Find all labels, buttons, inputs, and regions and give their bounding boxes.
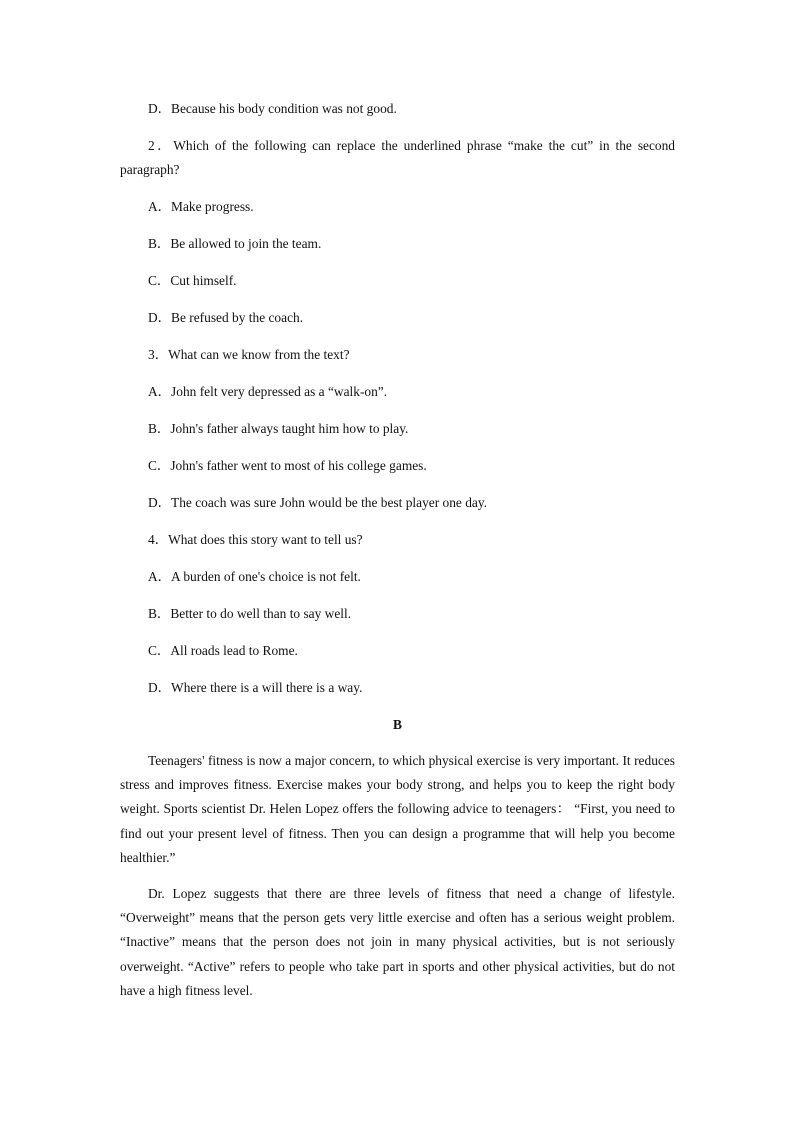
- question-3: 3．What can we know from the text?: [148, 347, 350, 362]
- q4-option-b: B．Better to do well than to say well.: [148, 606, 352, 621]
- q4-option-a: A．A burden of one's choice is not felt.: [148, 569, 361, 584]
- q4-option-c: C．All roads lead to Rome.: [148, 643, 298, 658]
- document-page: [120, 97, 675, 1015]
- passage-b-paragraph-1: Teenagers' fitness is now a major concern, to which physical exercise is very important. It reduces stress and improves fitness. Exercise makes your body strong, and helps you to keep the right body weight. Sports scientist Dr. Helen Lopez offers the following advice to teenagers： “First, you need to find out your present level of fitness. Then you can design a programme that will help you become healthier.”: [120, 753, 675, 865]
- q2-option-b: B．Be allowed to join the team.: [148, 236, 322, 251]
- q4-option-d: D．Where there is a will there is a way.: [148, 680, 363, 695]
- q2-option-a: A．Make progress.: [148, 199, 254, 214]
- question-4: 4．What does this story want to tell us?: [148, 532, 363, 547]
- passage-b-paragraph-2: Dr. Lopez suggests that there are three levels of fitness that need a change of lifestyle. “Overweight” means that the person gets very little exercise and often has a serious weight problem. “Inactive” means that the person does not join in many physical activities, but is not seriously overweight. “Active” refers to people who take part in sports and other physical activities, but do not have a high fitness level.: [120, 886, 675, 998]
- q3-option-d: D．The coach was sure John would be the best player one day.: [148, 495, 488, 510]
- q1-option-d: D．Because his body condition was not good.: [148, 101, 397, 116]
- q3-option-a: A．John felt very depressed as a “walk-on”.: [148, 384, 388, 399]
- section-heading-b: B: [393, 717, 402, 732]
- question-2: 2．Which of the following can replace the underlined phrase “make the cut” in the second paragraph?: [120, 138, 675, 177]
- q3-option-c: C．John's father went to most of his college games.: [148, 458, 427, 473]
- q2-option-d: D．Be refused by the coach.: [148, 310, 304, 325]
- q2-option-c: C．Cut himself.: [148, 273, 237, 288]
- q3-option-b: B．John's father always taught him how to play.: [148, 421, 409, 436]
